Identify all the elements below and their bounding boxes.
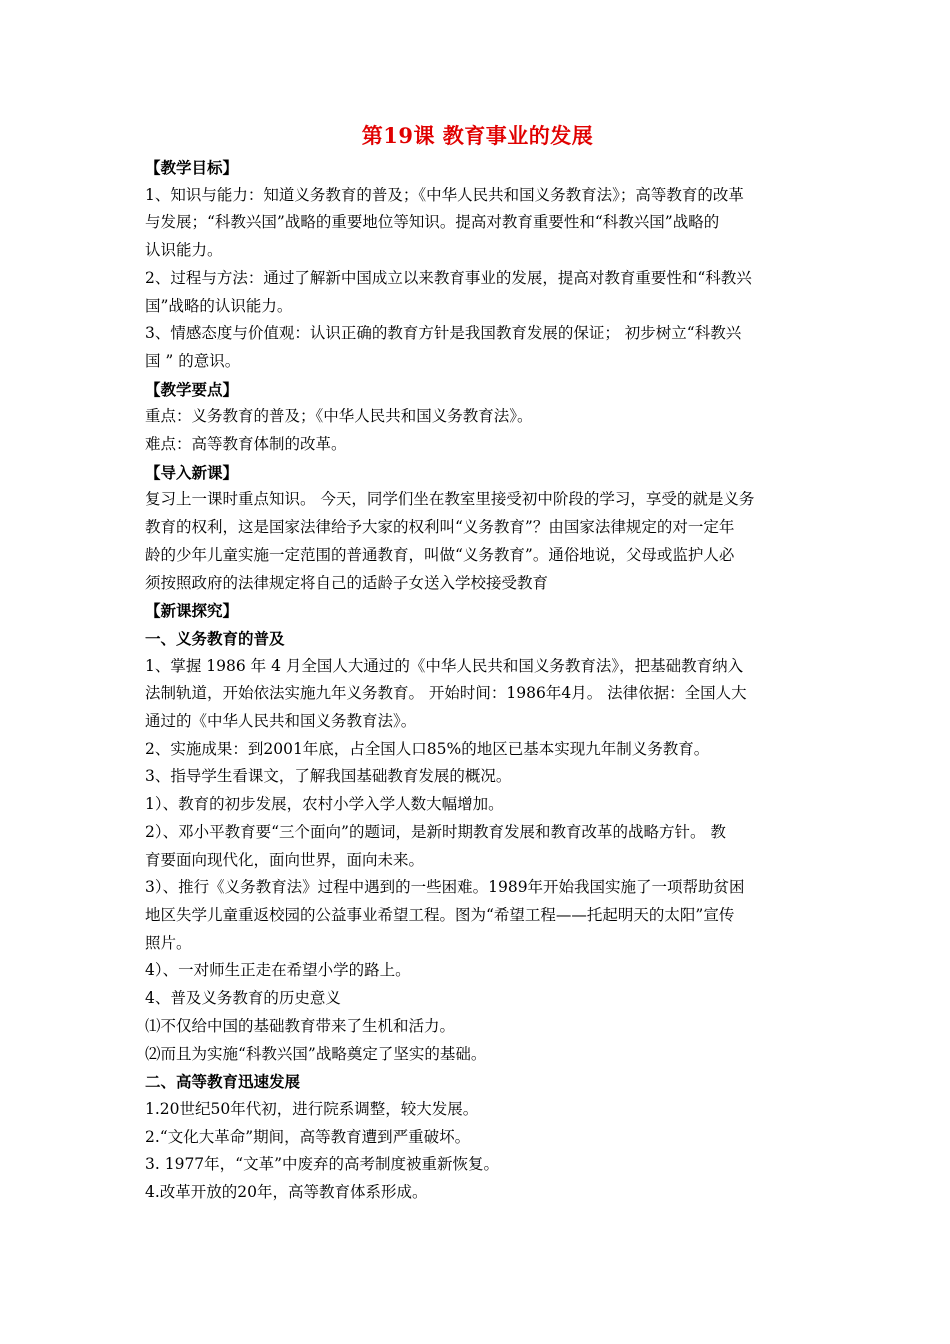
text-line: 法制轨道，开始依法实施九年义务教育。 开始时间：1986年4月。 法律依据：全国人大 [145,684,747,703]
text-line: 龄的少年儿童实施一定范围的普通教育，叫做“义务教育”。通俗地说，父母或监护人必 [145,545,735,564]
text-line: 重点：义务教育的普及；《中华人民共和国义务教育法》。 [145,407,533,426]
text-line: 2、过程与方法：通过了解新中国成立以来教育事业的发展，提高对教育重要性和“科教兴 [145,268,752,287]
text-line: 与发展；“科教兴国”战略的重要地位等知识。提高对教育重要性和“科教兴国”战略的 [145,213,720,232]
text-line: 1、掌握 1986 年 4 月全国人大通过的《中华人民共和国义务教育法》，把基础教育纳入 [145,656,744,675]
text-line: 2.“文化大革命”期间，高等教育遭到严重破坏。 [145,1127,471,1146]
document-title: 第19课 教育事业的发展 [361,123,594,148]
text-line: 2、实施成果：到2001年底，占全国人口85%的地区已基本实现九年制义务教育。 [145,739,710,758]
text-line: 国 ” 的意识。 [145,351,241,370]
text-line: 复习上一课时重点知识。 今天，同学们坐在教室里接受初中阶段的学习，享受的就是义务 [145,490,755,509]
text-line: 育要面向现代化，面向世界，面向未来。 [145,850,425,869]
text-line: ⑴不仅给中国的基础教育带来了生机和活力。 [145,1016,456,1035]
text-line: 认识能力。 [145,241,223,260]
text-line: 4）、一对师生正走在希望小学的路上。 [145,961,411,980]
text-line: 照片。 [145,933,192,952]
text-line: 4、普及义务教育的历史意义 [145,989,341,1008]
text-line: 2）、邓小平教育要“三个面向”的题词，是新时期教育发展和教育改革的战略方针。 教 [145,822,726,841]
section-heading: 【新课探究】 [145,601,239,621]
section-heading: 【导入新课】 [145,462,239,482]
document-body [145,154,810,1207]
text-line: 国”战略的认识能力。 [145,296,293,315]
section-heading: 一、义务教育的普及 [145,628,285,648]
text-line: 3、情感态度与价值观：认识正确的教育方针是我国教育发展的保证； 初步树立“科教兴 [145,324,742,343]
section-heading: 【教学目标】 [145,158,239,177]
text-line: 4.改革开放的20年，高等教育体系形成。 [145,1183,428,1202]
text-line: ⑵而且为实施“科教兴国”战略奠定了坚实的基础。 [145,1044,487,1063]
text-line: 3、指导学生看课文，了解我国基础教育发展的概况。 [145,767,512,786]
section-heading: 【教学要点】 [145,379,239,399]
text-line: 地区失学儿童重返校园的公益事业希望工程。图为“希望工程——托起明天的太阳”宣传 [145,905,735,924]
text-line: 3）、推行《义务教育法》过程中遇到的一些困难。1989年开始我国实施了一项帮助贫困 [145,878,745,897]
document-page [145,118,810,1207]
text-line: 3. 1977年，“文革”中废弃的高考制度被重新恢复。 [145,1155,500,1174]
text-line: 1、知识与能力：知道义务教育的普及；《中华人民共和国义务教育法》；高等教育的改革 [145,185,744,204]
section-heading: 二、高等教育迅速发展 [145,1072,301,1092]
text-line: 难点：高等教育体制的改革。 [145,435,347,454]
text-line: 1）、教育的初步发展，农村小学入学人数大幅增加。 [145,795,504,814]
text-line: 教育的权利，这是国家法律给予大家的权利叫“义务教育”？由国家法律规定的对一定年 [145,518,735,537]
text-line: 1.20世纪50年代初，进行院系调整，较大发展。 [145,1099,479,1118]
text-line: 须按照政府的法律规定将自己的适龄子女送入学校接受教育 [145,573,549,592]
text-line: 通过的《中华人民共和国义务教育法》。 [145,712,417,731]
